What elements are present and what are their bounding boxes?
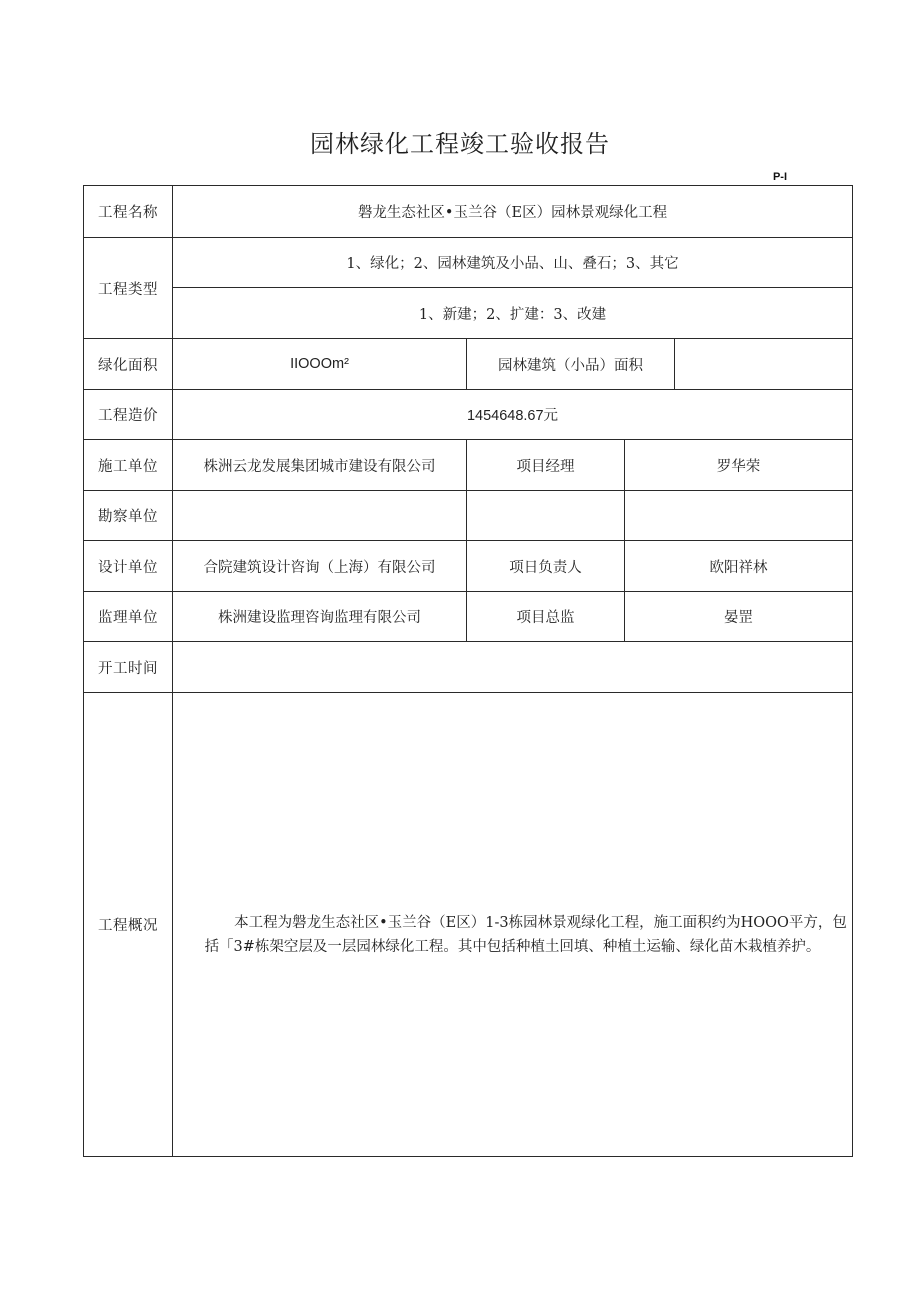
row-project-name — [84, 186, 853, 238]
start-time-label: 开工时间 — [84, 642, 173, 693]
survey-unit-label: 勘察单位 — [84, 491, 173, 541]
row-design-unit — [84, 541, 853, 592]
row-survey-unit — [84, 491, 853, 541]
summary-label: 工程概况 — [84, 693, 173, 1157]
building-area-label: 园林建筑（小品）面积 — [467, 339, 675, 390]
design-role-label: 项日负责人 — [467, 541, 625, 592]
row-project-type-category — [84, 238, 853, 288]
summary-text: 本工程为磐龙生态社区•玉兰谷（E区）1-3栋园林景观绿化工程，施工面积约为HOOO平方，包括「3#栋架空层及一层园林绿化工程。其中包括种植土回填、种植土运输、绿化苗木栽植养护。 — [204, 914, 847, 955]
project-type-category: 1、绿化；2、园林建筑及小品、山、叠石；3、其它 — [173, 238, 853, 288]
building-area-value — [675, 339, 853, 390]
design-person: 欧阳祥林 — [625, 541, 853, 592]
construction-person: 罗华荣 — [625, 440, 853, 491]
supervision-person: 晏罡 — [625, 592, 853, 642]
supervision-unit-label: 监理单位 — [84, 592, 173, 642]
design-unit-label: 设计单位 — [84, 541, 173, 592]
summary-cell — [173, 693, 853, 1157]
project-type-label: 工程类型 — [84, 238, 173, 339]
row-start-time — [84, 642, 853, 693]
supervision-unit-value: 株洲建设监理咨询监理有限公司 — [173, 592, 467, 642]
project-name-label: 工程名称 — [84, 186, 173, 238]
green-area-value: IIOOOm² — [173, 339, 467, 390]
row-construction-unit — [84, 440, 853, 491]
start-time-value — [173, 642, 853, 693]
row-supervision-unit — [84, 592, 853, 642]
cost-label: 工程造价 — [84, 390, 173, 440]
survey-unit-value — [173, 491, 467, 541]
construction-unit-label: 施工单位 — [84, 440, 173, 491]
page-title: 园林绿化工程竣工验收报告 — [310, 130, 610, 158]
acceptance-report-table — [83, 185, 853, 1157]
row-green-area — [84, 339, 853, 390]
supervision-role-label: 项目总监 — [467, 592, 625, 642]
survey-role-label — [467, 491, 625, 541]
construction-unit-value: 株洲云龙发展集团城市建设有限公司 — [173, 440, 467, 491]
survey-person — [625, 491, 853, 541]
row-project-type-nature — [84, 288, 853, 339]
row-summary — [84, 693, 853, 1157]
row-cost — [84, 390, 853, 440]
cost-value: 1454648.67元 — [173, 390, 853, 440]
green-area-label: 绿化面积 — [84, 339, 173, 390]
project-name-value: 磐龙生态社区•玉兰谷（E区）园林景观绿化工程 — [173, 186, 853, 238]
construction-role-label: 项目经理 — [467, 440, 625, 491]
design-unit-value: 合院建筑设计咨询（上海）有限公司 — [173, 541, 467, 592]
page-code: P-I — [772, 171, 788, 183]
project-type-nature: 1、新建；2、扩建：3、改建 — [173, 288, 853, 339]
